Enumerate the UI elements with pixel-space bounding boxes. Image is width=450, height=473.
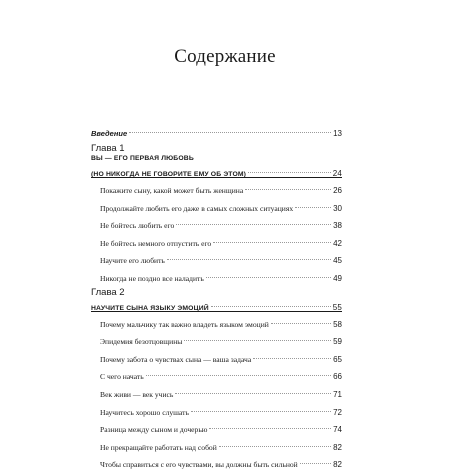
dot-leader: [295, 196, 331, 208]
toc-entry-label: Не бойтесь любить его: [100, 221, 175, 231]
chapter-1: [91, 143, 342, 283]
toc-page-number: 58: [333, 319, 342, 329]
toc-entry-label: Не прекращайте работать над собой: [100, 442, 217, 452]
chapter-title-row[interactable]: [91, 298, 342, 312]
toc-entry[interactable]: [91, 251, 342, 266]
toc-page-number: 65: [333, 354, 342, 364]
toc-page-number: 24: [332, 169, 342, 178]
toc-page-number: 72: [333, 407, 342, 417]
dot-leader: [167, 248, 331, 260]
toc-page-number: 82: [333, 460, 342, 470]
dot-leader: [129, 121, 331, 133]
chapter-2: [91, 286, 342, 470]
toc-entry[interactable]: [91, 455, 342, 470]
toc-entry-label: Почему забота о чувствах сына — ваша задача: [100, 354, 252, 364]
toc-entry[interactable]: [91, 350, 342, 364]
toc-page-number: 49: [333, 273, 342, 283]
chapter-title-line: (НО НИКОГДА НЕ ГОВОРИТЕ ЕМУ ОБ ЭТОМ): [91, 171, 247, 178]
toc-entry[interactable]: [91, 199, 342, 213]
toc-entry[interactable]: [91, 234, 342, 248]
dot-leader: [213, 231, 331, 243]
toc-entry[interactable]: [91, 438, 342, 452]
toc-entry[interactable]: [91, 269, 342, 283]
toc-entry[interactable]: [91, 332, 342, 347]
dot-leader: [209, 417, 331, 429]
chapter-label: Глава 1: [91, 143, 125, 154]
toc-entry-label: Научитесь хорошо слушать: [100, 407, 189, 417]
toc-entry[interactable]: [91, 420, 342, 435]
chapter-label: Глава 2: [91, 286, 125, 298]
toc-page-number: 38: [333, 221, 342, 231]
dot-leader: [253, 347, 331, 359]
toc-entry-label: Покажите сыну, какой может быть женщина: [100, 186, 244, 195]
toc-entry-label: С чего начать: [100, 372, 144, 382]
toc-entry-label: Научите его любить: [100, 256, 165, 266]
toc-entry-label: Продолжайте любить его даже в самых сложных ситуациях: [100, 203, 294, 213]
toc-entry-label: Не бойтесь немного отпустить его: [100, 238, 212, 248]
toc-entry-label: Почему мальчику так важно владеть языком эмоций: [100, 319, 269, 329]
chapter-title-line[interactable]: ВЫ — ЕГО ПЕРВАЯ ЛЮБОВЬ: [91, 155, 194, 162]
toc-page-number: 59: [333, 337, 342, 347]
toc-page-number: 42: [333, 238, 342, 248]
dot-leader: [176, 213, 331, 225]
toc-entry-label: Век живи — век учись: [100, 389, 174, 399]
toc-entry-label: Введение: [91, 129, 128, 138]
toc-entry[interactable]: [91, 385, 342, 399]
dot-leader: [271, 312, 331, 324]
toc-entry-introduction[interactable]: [91, 124, 342, 138]
toc-page-number: 55: [332, 302, 342, 312]
toc-entry[interactable]: [91, 403, 342, 417]
toc-entry-label: Чтобы справиться с его чувствами, вы должны быть сильной: [100, 460, 298, 470]
toc-page-number: 30: [333, 203, 342, 213]
toc-entry[interactable]: [91, 216, 342, 231]
toc-entry[interactable]: [91, 367, 342, 382]
toc-page-number: 82: [333, 442, 342, 452]
toc-page-number: 66: [333, 372, 342, 382]
toc-page-number: 13: [333, 129, 342, 138]
dot-leader: [248, 161, 331, 173]
dot-leader: [206, 266, 331, 278]
chapter-title-line: НАУЧИТЕ СЫНА ЯЗЫКУ ЭМОЦИЙ: [91, 304, 209, 312]
dot-leader: [211, 295, 331, 307]
toc-entry[interactable]: [91, 181, 342, 195]
toc-page-number: 71: [333, 389, 342, 399]
dot-leader: [245, 178, 331, 190]
dot-leader: [191, 400, 331, 412]
toc-entry-label: Эпидемия безотцовщины: [100, 337, 183, 347]
toc-page-number: 45: [333, 256, 342, 266]
toc-page-number: 74: [333, 425, 342, 435]
toc-entry-label: Никогда не поздно все наладить: [100, 273, 204, 283]
toc-page-number: 26: [333, 186, 342, 195]
toc-entry[interactable]: [91, 315, 342, 329]
dot-leader: [146, 364, 331, 376]
dot-leader: [300, 452, 331, 464]
chapter-title-row[interactable]: [91, 164, 342, 178]
dot-leader: [184, 329, 331, 341]
table-of-contents: [91, 124, 342, 473]
toc-entry-label: Разница между сыном и дочерью: [100, 425, 208, 435]
page-title: Содержание: [174, 46, 276, 67]
dot-leader: [175, 382, 331, 394]
dot-leader: [219, 435, 331, 447]
